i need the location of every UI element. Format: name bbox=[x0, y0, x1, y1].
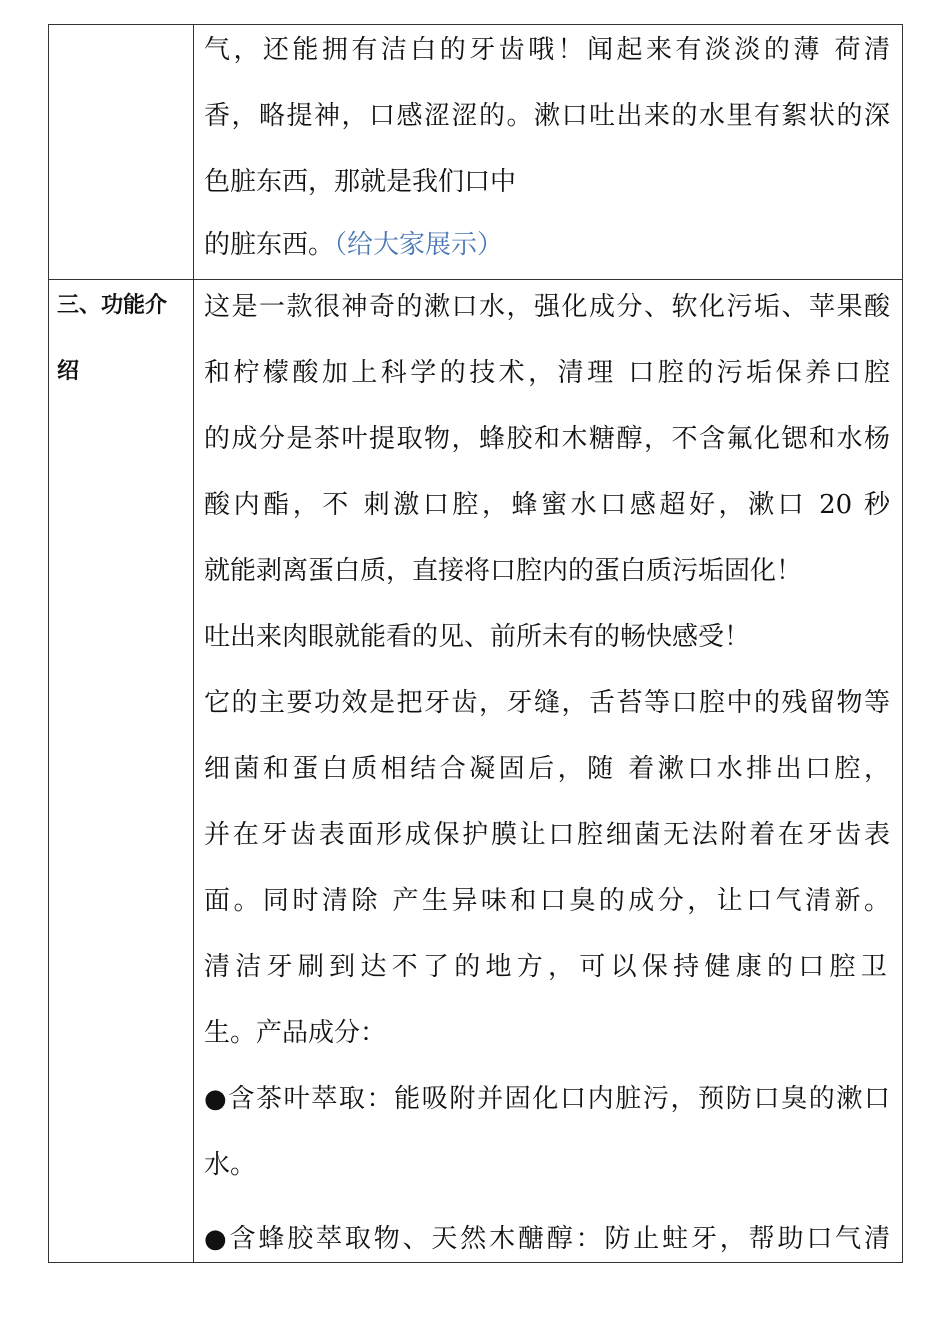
paragraph-line: 这是一款很神奇的漱口水，强化成分、软化污垢、苹果酸 bbox=[204, 292, 890, 322]
table-row bbox=[49, 280, 903, 1263]
paragraph-line: 酸内酯，不 刺激口腔，蜂蜜水口感超好，漱口 20 秒 bbox=[204, 490, 890, 520]
paragraph-line: 它的主要功效是把牙齿，牙缝，舌苔等口腔中的残留物等 bbox=[204, 688, 890, 718]
paragraph-line: 就能剥离蛋白质，直接将口腔内的蛋白质污垢固化！ bbox=[204, 556, 803, 586]
section-label: 三、功能介 bbox=[57, 293, 168, 318]
table-row bbox=[49, 25, 903, 280]
script-table bbox=[48, 24, 903, 1263]
paragraph-line: 吐出来肉眼就能看的见、前所未有的畅快感受！ bbox=[204, 622, 751, 652]
paragraph-line bbox=[194, 227, 902, 279]
empty-label-cell bbox=[49, 25, 194, 280]
section-label-continued: 绍 bbox=[57, 359, 80, 384]
bullet-line: ●含茶叶萃取：能吸附并固化口内脏污，预防口臭的漱口 bbox=[204, 1084, 890, 1114]
paragraph-line: 清洁牙刷到达不了的地方，可以保持健康的口腔卫 bbox=[204, 952, 890, 982]
paragraph-line: 的成分是茶叶提取物，蜂胶和木糖醇，不含氟化锶和水杨 bbox=[204, 424, 890, 454]
paragraph-line: 香，略提神，口感涩涩的。漱口吐出来的水里有絮状的深 bbox=[204, 101, 890, 131]
paragraph-line: 细菌和蛋白质相结合凝固后，随 着漱口水排出口腔， bbox=[204, 754, 890, 784]
bullet-line: ●含蜂胶萃取物、天然木醣醇：防止蛀牙，帮助口气清 bbox=[204, 1224, 890, 1254]
stage-note: （给大家展示） bbox=[334, 230, 504, 260]
content-cell bbox=[194, 280, 903, 1263]
paragraph-line: 色脏东西，那就是我们口中 bbox=[204, 167, 517, 197]
paragraph-line: 并在牙齿表面形成保护膜让口腔细菌无法附着在牙齿表 bbox=[204, 820, 890, 850]
section-label-cell bbox=[49, 280, 194, 1263]
paragraph-line: 生。产品成分： bbox=[204, 1018, 387, 1048]
content-cell bbox=[194, 25, 903, 280]
paragraph-line: 气，还能拥有洁白的牙齿哦！闻起来有淡淡的薄 荷清 bbox=[204, 35, 890, 65]
paragraph-line: 面。同时清除 产生异味和口臭的成分，让口气清新。 bbox=[204, 886, 890, 916]
paragraph-line: 和柠檬酸加上科学的技术，清理 口腔的污垢保养口腔 bbox=[204, 358, 890, 388]
line-text: 的脏东西。 bbox=[204, 230, 335, 260]
bullet-line-continued: 水。 bbox=[204, 1150, 257, 1180]
